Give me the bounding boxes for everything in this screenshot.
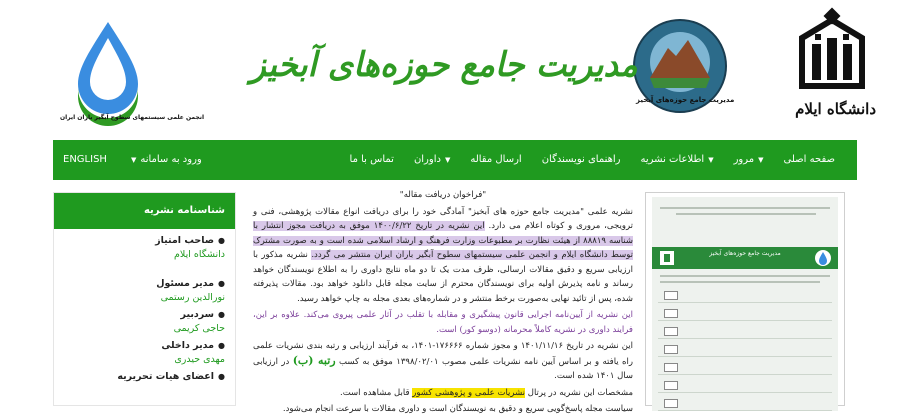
- portal-text: مشخصات این نشریه در پرتال: [525, 387, 633, 398]
- nav-contact[interactable]: [340, 140, 404, 180]
- announcement-text: [253, 188, 634, 414]
- policy-paragraph: سیاست مجله پاسخ‌گویی سریع و دقیق به نویسندگان است و داوری مقالات با سرعت انجام می‌شود.: [282, 404, 633, 414]
- sidebar-value[interactable]: دانشگاه ایلام: [174, 249, 225, 260]
- sidebar-section-editorial-board: [54, 365, 235, 382]
- basin-logo-text: مدیریت جامع حوزه‌های آبخیز: [636, 96, 735, 104]
- cover-page-num: [664, 363, 678, 372]
- cover-toc-row: [658, 343, 832, 357]
- sidebar-title: شناسنامه نشریه: [54, 193, 235, 229]
- nav-browse-label: مرور: [733, 154, 755, 165]
- bullet-icon: ●: [218, 372, 225, 381]
- nav-submit-article-label: ارسال مقاله: [470, 154, 522, 165]
- cover-page-num: [664, 381, 678, 390]
- nav-browse[interactable]: [724, 140, 774, 180]
- content-area: [53, 180, 857, 414]
- sidebar-section-manager: [54, 260, 235, 303]
- call-for-papers-title: "فراخوان دریافت مقاله": [399, 190, 487, 200]
- cover-toc-row: [658, 325, 832, 339]
- nav-author-guide[interactable]: [532, 140, 631, 180]
- bullet-icon: ●: [218, 279, 225, 288]
- intro-text: نشریه علمی "مدیریت جامع حوزه های آبخیز" آمادگی خود را برای دریافت انواع مقالات پژوهشی، فنی و ترویجی، مروری و کوتاه اعلام می دارد.: [253, 206, 634, 231]
- bullet-icon: ●: [218, 310, 225, 319]
- cover-page-num: [664, 399, 678, 408]
- university-logo-text: دانشگاه ایلام: [795, 100, 876, 118]
- chevron-down-icon: ▼: [444, 156, 451, 164]
- journal-cover-image[interactable]: [645, 192, 845, 406]
- chevron-down-icon: ▼: [130, 156, 137, 164]
- cover-univ-logo-icon: [658, 249, 676, 267]
- review-text: نشریه مذکور با ارزیابی سریع و دقیق مقالات ارسالی، ظرف مدت یک تا دو ماه نتایج داوری را به اطلاع نویسندگان خواهد رساند و نامه پذیرش اولیه برای نویسندگان محترم از سایت مجله قابل دانلود خواهد بود. مقالات پذیرفته شده، پس از تائید نهایی به‌صورت برخط منتشر و در شماره‌های بعدی مجله به چاپ خواهد رسید.: [253, 250, 633, 304]
- cover-header-line: [660, 207, 830, 209]
- chevron-down-icon: ▼: [758, 156, 764, 164]
- nav-menu: [340, 140, 845, 180]
- association-logo-text: انجمن علمی سیستمهای سطوح آبگیر باران ایران: [60, 114, 205, 121]
- water-drop-icon: [60, 16, 156, 128]
- nav-home-label: صفحه اصلی: [783, 154, 835, 165]
- nav-author-guide-label: راهنمای نویسندگان: [541, 154, 621, 165]
- nav-left-group: [59, 140, 206, 180]
- association-logo[interactable]: [60, 16, 205, 128]
- sidebar-heading: مدیر داخلی: [161, 340, 215, 351]
- nav-reviewers[interactable]: [404, 140, 460, 180]
- language-label: ENGLISH: [63, 154, 107, 165]
- cover-toc-row: [658, 289, 832, 303]
- sidebar-value[interactable]: حاجی کریمی: [173, 323, 225, 334]
- nav-home[interactable]: [774, 140, 845, 180]
- site-header: [0, 0, 910, 140]
- cover-text-line: [660, 275, 830, 277]
- bullet-icon: ●: [218, 236, 225, 245]
- login-label: ورود به سامانه: [140, 154, 202, 165]
- journal-profile-sidebar: [53, 192, 236, 406]
- ranking-year-text: در ارزیابی سال ۱۴۰۱ شده است.: [253, 356, 633, 381]
- journal-title-logo[interactable]: [240, 30, 638, 100]
- chevron-down-icon: ▼: [708, 156, 714, 164]
- main-navbar: [53, 140, 857, 180]
- portal-link[interactable]: نشریات علمی و پژوهشی کشور: [412, 387, 526, 398]
- sidebar-section-internal-manager: [54, 334, 235, 365]
- cover-page-num: [664, 345, 678, 354]
- nav-submit-article[interactable]: [460, 140, 531, 180]
- sidebar-heading: صاحب امتیاز: [155, 235, 215, 246]
- nav-journal-info[interactable]: [631, 140, 724, 180]
- language-english-link[interactable]: [59, 140, 111, 180]
- portal-paragraph: [253, 386, 633, 401]
- cover-page-num: [664, 309, 678, 318]
- cover-drop-logo-icon: [814, 249, 832, 267]
- cover-page-num: [664, 291, 678, 300]
- sidebar-value[interactable]: مهدی حیدری: [174, 354, 225, 365]
- journal-title: مدیریت جامع حوزه‌های آبخیز: [250, 45, 638, 85]
- university-logo[interactable]: [782, 8, 882, 126]
- ethics-paragraph: این نشریه از آیین‌نامه اجرایی قانون پیشگیری و مقابله با تقلب در آثار علمی پیروی می‌کند. علاوه بر این، فرایند داوری در نشریه کاملاً محرمانه (دوسو کور) است.: [253, 310, 633, 335]
- cover-page: [652, 197, 838, 411]
- cover-page-num: [664, 327, 678, 336]
- license-highlight: این نشریه در تاریخ ۱۴۰۰/۶/۲۲ موفق به دریافت مجوز انتشار با شناسه ۸۸۸۱۹ از هیئت نظارت بر مطبوعات وزارت فرهنگ و ارشاد اسلامی شده است و به صورت مشترک توسط دانشگاه ایلام و انجمن علمی سیستمهای سطوح آبگیر باران ایران منتشر می گردد.: [253, 221, 633, 260]
- ranking-text: این نشریه در تاریخ ۱۴۰۱/۱۱/۱۶ و مجوز شماره ۱۷۶۶۶۶-۱۴۰۱، به فرآیند ارزیابی و رتبه بندی نشریات علمی راه یافته و بر اساس آیین نامه نشریات علمی مصوب ۱۳۹۸/۰۲/۰۱ موفق به کسب: [253, 341, 633, 367]
- cover-title: مدیریت جامع حوزه‌های آبخیز: [709, 250, 781, 257]
- sidebar-value[interactable]: نورالدین رستمی: [160, 292, 225, 303]
- cover-header-line: [676, 213, 816, 215]
- portal-suffix-text: قابل مشاهده است.: [340, 387, 413, 398]
- nav-journal-info-label: اطلاعات نشریه: [640, 154, 705, 165]
- ranking-paragraph: [253, 339, 633, 384]
- sidebar-heading: مدیر مسئول: [156, 278, 215, 289]
- login-menu[interactable]: [127, 140, 206, 180]
- bullet-icon: ●: [218, 341, 225, 350]
- basin-management-logo[interactable]: [632, 18, 735, 114]
- cover-toc-row: [658, 397, 832, 411]
- cover-toc-row: [658, 307, 832, 321]
- nav-contact-label: تماس با ما: [349, 154, 394, 165]
- sidebar-heading: اعضای هیات تحریریه: [117, 371, 215, 382]
- nav-reviewers-label: داوران: [413, 154, 441, 165]
- cover-text-line: [660, 281, 820, 283]
- sidebar-section-owner: [54, 229, 235, 260]
- cover-toc-row: [658, 379, 832, 393]
- sidebar-section-editor: [54, 303, 235, 334]
- paragraph-intro: [253, 205, 633, 307]
- sidebar-heading: سردبیر: [180, 309, 215, 320]
- cover-toc-row: [658, 361, 832, 375]
- rank-badge: رتبه (ب): [292, 353, 336, 367]
